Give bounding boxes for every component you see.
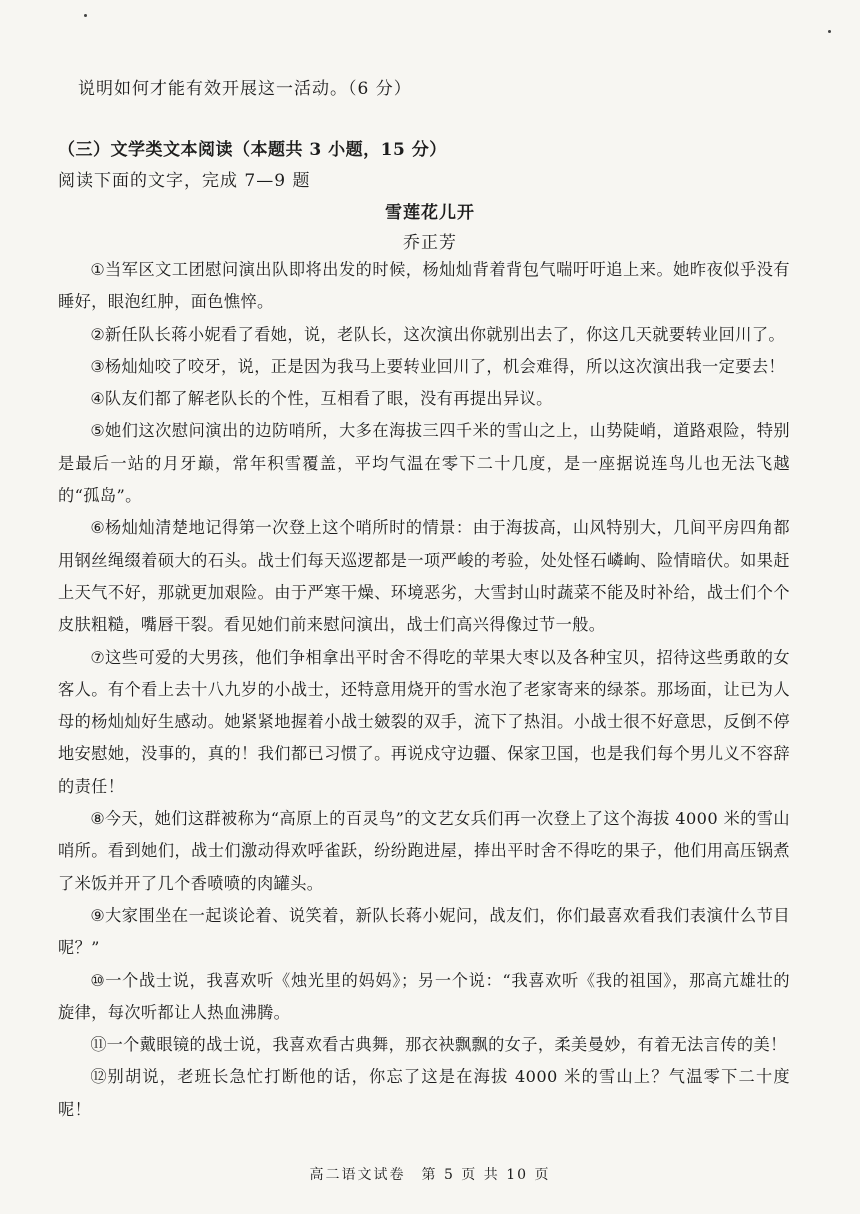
paragraph-text: 一个戴眼镜的战士说，我喜欢看古典舞，那衣袂飘飘的女子，柔美曼妙，有着无法言传的美！ xyxy=(106,1035,787,1055)
paragraph-number: ⑥ xyxy=(90,518,106,538)
paragraph xyxy=(58,803,790,900)
paragraph xyxy=(58,1061,790,1126)
paragraph-text: 当军区文工团慰问演出队即将出发的时候，杨灿灿背着背包气喘吁吁追上来。她昨夜似乎没有睡好，眼泡红肿，面色憔悴。 xyxy=(58,260,790,312)
paragraph-number: ③ xyxy=(90,356,105,376)
paragraph-number: ⑧ xyxy=(90,809,105,829)
paragraph-number: ② xyxy=(90,324,105,344)
story-body xyxy=(58,254,790,1126)
paragraph xyxy=(58,319,790,351)
section-heading: （三）文学类文本阅读（本题共 3 小题，15 分） xyxy=(58,140,447,160)
paragraph-text: 她们这次慰问演出的边防哨所，大多在海拔三四千米的雪山之上，山势陡峭，道路艰险，特别是最后一站的月牙巅，常年积雪覆盖，平均气温在零下二十几度，是一座据说连鸟儿也无法飞越的“孤岛”。 xyxy=(58,421,790,506)
paragraph xyxy=(58,512,790,641)
paragraph xyxy=(58,351,790,383)
paragraph xyxy=(58,1029,790,1061)
paragraph-number: ⑫ xyxy=(90,1067,108,1087)
paragraph-number: ① xyxy=(90,260,106,279)
story-title: 雪莲花儿开 xyxy=(385,203,475,223)
paragraph-number: ⑦ xyxy=(90,647,106,667)
paragraph-text: 这些可爱的大男孩，他们争相拿出平时舍不得吃的苹果大枣以及各种宝贝，招待这些勇敢的女客人。有个看上去十八九岁的小战士，还特意用烧开的雪水泡了老家寄来的绿茶。那场面，让已为人母的杨灿灿好生感动。她紧紧地握着小战士皴裂的双手，流下了热泪。小战士很不好意思，反倒不停地安慰她，没事的，真的！我们都已习惯了。再说戍守边疆、保家卫国，也是我们每个男儿义不容辞的责任！ xyxy=(58,647,790,796)
paragraph-number: ⑤ xyxy=(90,421,106,441)
paragraph xyxy=(58,254,790,319)
paragraph-number: ⑩ xyxy=(90,970,106,990)
paragraph-text: 新任队长蒋小妮看了看她，说，老队长，这次演出你就别出去了，你这几天就要转业回川了。 xyxy=(104,324,785,344)
paragraph xyxy=(58,965,790,1030)
paragraph-text: 杨灿灿清楚地记得第一次登上这个哨所时的情景：由于海拔高，山风特别大，几间平房四角都用钢丝绳缀着硕大的石头。战士们每天巡逻都是一项严峻的考验，处处怪石嶙峋、险情暗伏。如果赶上天气不好，那就更加艰险。由于严寒干燥、环境恶劣，大雪封山时蔬菜不能及时补给，战士们个个皮肤粗糙，嘴唇干裂。看见她们前来慰问演出，战士们高兴得像过节一般。 xyxy=(58,518,790,635)
paragraph-text: 今天，她们这群被称为“高原上的百灵鸟”的文艺女兵们再一次登上了这个海拔 4000 米的雪山哨所。看到她们，战士们激动得欢呼雀跃，纷纷跑进屋，捧出平时舍不得吃的果子，他们用高压锅煮了米饭并开了几个香喷喷的肉罐头。 xyxy=(58,809,790,893)
scan-speck xyxy=(828,30,831,33)
question-tail: 说明如何才能有效开展这一活动。（6 分） xyxy=(78,79,412,99)
paragraph-text: 一个战士说，我喜欢听《烛光里的妈妈》；另一个说：“我喜欢听《我的祖国》，那高亢雄壮的旋律，每次听都让人热血沸腾。 xyxy=(58,970,790,1022)
paragraph-number: ⑨ xyxy=(90,905,106,925)
paragraph xyxy=(58,900,790,965)
page-footer: 高二语文试卷 第 5 页 共 10 页 xyxy=(309,1167,551,1183)
paragraph xyxy=(58,642,790,803)
paragraph-text: 大家围坐在一起谈论着、说笑着，新队长蒋小妮问，战友们，你们最喜欢看我们表演什么节目呢？” xyxy=(58,905,790,958)
paragraph-number: ⑪ xyxy=(90,1035,107,1055)
story-author: 乔正芳 xyxy=(403,233,457,253)
paragraph-number: ④ xyxy=(90,389,105,409)
paragraph xyxy=(58,415,790,512)
scan-speck xyxy=(84,14,87,17)
paragraph-text: 队友们都了解老队长的个性，互相看了眼，没有再提出异议。 xyxy=(104,389,553,409)
paragraph-text: 别胡说，老班长急忙打断他的话，你忘了这是在海拔 4000 米的雪山上？气温零下二十度呢！ xyxy=(58,1067,790,1119)
paragraph-text: 杨灿灿咬了咬牙，说，正是因为我马上要转业回川了，机会难得，所以这次演出我一定要去！ xyxy=(104,356,785,376)
reading-instruction: 阅读下面的文字，完成 7—9 题 xyxy=(58,171,311,191)
paragraph xyxy=(58,383,790,415)
